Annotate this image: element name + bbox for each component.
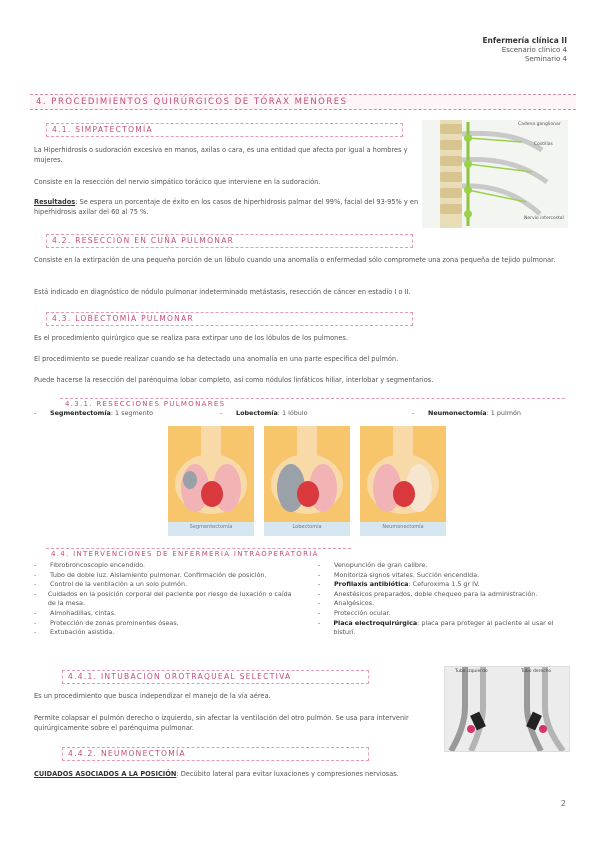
endotracheal-tube-figure xyxy=(444,666,570,752)
intervention-left-text-5: Almohadillas, cintas. xyxy=(50,608,117,617)
position-care-label: CUIDADOS ASOCIADOS A LA POSICIÓN xyxy=(34,770,177,778)
section-title-reseccion-cuna: 4.2. RESECCIÓN EN CUÑA PULMONAR xyxy=(46,234,413,248)
simpatectomia-p1: La Hiperhidrosis o sudoración excesiva en manos, axilas o cara, es una entidad que afecta por igual a hombres y mujeres. xyxy=(34,146,408,164)
resections-figure xyxy=(168,426,446,536)
intervention-left-7: - Extubación asistida. xyxy=(34,628,115,637)
neumonectomia-p1 xyxy=(34,770,569,780)
resection-item-3: - Neumonectomía: 1 pulmón xyxy=(412,409,521,417)
intervention-right-text-6: Protección ocular. xyxy=(334,608,391,617)
intervention-right-text-4: Anestésicos preparados, doble chequeo para la administración. xyxy=(334,589,538,598)
header-seminar: Seminario 4 xyxy=(524,55,567,63)
intervention-left-5: - Almohadillas, cintas. xyxy=(34,608,117,617)
intervention-right-7: - Placa electroquirúrgica: placa para proteger al paciente al usar el bisturí. xyxy=(318,619,568,638)
resection-desc-2: : 1 lóbulo xyxy=(277,409,308,417)
intervention-right-5: - Analgésicos. xyxy=(318,599,374,608)
section-title-simpatectomia: 4.1. SIMPATECTOMÍA xyxy=(46,123,403,137)
position-care-text: : Decúbito lateral para evitar luxaciones y compresiones nerviosas. xyxy=(176,770,399,778)
results-label: Resultados xyxy=(34,198,76,206)
intervention-left-2: - Tubo de doble luz. Aislamiento pulmonar. Confirmación de posición. xyxy=(34,570,267,579)
intervention-right-text-2: Monitoriza signos vitales. Succión encendida. xyxy=(334,570,480,579)
fig-label-ganglion: Cadena ganglionar xyxy=(518,122,561,127)
fig-label-right-tube: Tubo derecho xyxy=(521,669,552,674)
intervention-right-2: - Monitoriza signos vitales. Succión encendida. xyxy=(318,570,480,579)
intervention-right-text-1: Venopunción de gran calibre. xyxy=(334,561,428,569)
interventions-right-list xyxy=(318,561,568,638)
fig-label-left-tube: Tubo izquierdo xyxy=(455,669,488,674)
reseccion-p1: Consiste en la extirpación de una pequeña porción de un lóbulo cuando una anomalía o enfermedad sólo compromete una zona pequeña de tejido pulmonar. xyxy=(34,256,556,264)
interventions-left-list xyxy=(34,561,292,638)
intervention-right-1: - Venopunción de gran calibre. xyxy=(318,561,428,569)
section-title-neumonectomia: 4.4.2. NEUMONECTOMÍA xyxy=(62,747,369,761)
intubacion-p2: Permite colapsar el pulmón derecho o izquierdo, sin afectar la ventilación del otro pulmón. Se usa para intervenir quirúrgicamente sobre el parénquima pulmonar. xyxy=(34,714,409,732)
spine-illustration xyxy=(422,120,568,228)
header-scenario: Escenario clínico 4 xyxy=(501,46,567,54)
section-title-resecciones: 4.3.1. RESECCIONES PULMONARES xyxy=(60,398,565,410)
intervention-left-text-7: Extubación asistida. xyxy=(50,628,115,637)
resection-name-1: Segmentectomía xyxy=(50,409,111,417)
main-title: 4. PROCEDIMIENTOS QUIRÚRGICOS DE TÓRAX MENORES xyxy=(30,94,576,110)
resection-desc-3: : 1 pulmón xyxy=(486,409,521,417)
resection-item-1: - Segmentectomía: 1 segmento xyxy=(34,409,154,417)
intervention-left-text-3: Control de la ventilación a un solo pulmón. xyxy=(50,580,188,589)
intervention-right-text-7: Placa electroquirúrgica: placa para proteger al paciente al usar el bisturí. xyxy=(333,618,554,637)
simpatectomia-p2: Consiste en la resección del nervio simpático torácico que interviene en la sudoración. xyxy=(34,178,321,186)
intervention-left-text-2: Tubo de doble luz. Aislamiento pulmonar. Confirmación de posición. xyxy=(50,570,267,579)
resection-item-2: - Lobectomía: 1 lóbulo xyxy=(220,409,308,417)
intervention-left-text-6: Protección de zonas prominentes óseas. xyxy=(50,618,179,627)
intervention-right-text-3: Profilaxis antibiótica: Cefuroxima 1.5 gr IV. xyxy=(334,580,480,589)
fig-label-ribs: Costillas xyxy=(534,142,553,147)
resection-desc-1: : 1 segmento xyxy=(110,409,154,417)
intubacion-p1: Es un procedimiento que busca independizar el manejo de la vía aérea. xyxy=(34,692,271,700)
intervention-right-text-5: Analgésicos. xyxy=(334,599,374,608)
resection-name-3: Neumonectomía xyxy=(428,409,487,417)
section-title-lobectomia: 4.3. LOBECTOMÍA PULMONAR xyxy=(46,312,413,326)
results-text: : Se espera un porcentaje de éxito en los casos de hiperhidrosis palmar del 99%, facial del 93-95% y en hiperhidrosis axilar del 60 al 75 %. xyxy=(34,198,419,216)
resection-name-2: Lobectomía xyxy=(236,409,278,417)
tube-illustration xyxy=(445,667,569,751)
reseccion-p2: Está indicado en diagnóstico de nódulo pulmonar indeterminado metástasis, resección de cáncer en estadío I o II. xyxy=(34,288,411,296)
lobectomia-p2: El procedimiento se puede realizar cuando se ha detectado una anomalía en una parte específica del pulmón. xyxy=(34,355,399,363)
caption-segmentectomia: Segmentectomía xyxy=(189,524,233,530)
header-course: Enfermería clínica II xyxy=(482,36,567,45)
intervention-right-6: - Protección ocular. xyxy=(318,608,391,617)
resections-illustration xyxy=(168,426,446,536)
lobectomia-p1: Es el procedimiento quirúrgico que se realiza para extirpar uno de los lóbulos de los pulmones. xyxy=(34,334,348,342)
fig-label-nerve: Nervio intercostal xyxy=(524,216,564,221)
intervention-right-3: - Profilaxis antibiótica: Cefuroxima 1.5 gr IV. xyxy=(318,580,480,589)
caption-lobectomia: Lobectomía xyxy=(292,524,322,530)
page-number: 2 xyxy=(560,799,566,808)
intervention-left-text-1: Fibrobroncoscopio encendido. xyxy=(50,561,146,569)
intervention-left-4: - Cuidados en la posición corporal del paciente por riesgo de luxación o caída de la mesa. xyxy=(34,589,292,608)
caption-neumonectomia: Neumonectomía xyxy=(382,524,424,530)
section-title-intubacion: 4.4.1. INTUBACIÓN OROTRAQUEAL SELECTIVA xyxy=(62,670,369,684)
intervention-right-4: - Anestésicos preparados, doble chequeo para la administración. xyxy=(318,589,538,598)
intervention-left-text-4: Cuidados en la posición corporal del paciente por riesgo de luxación o caída de la mesa. xyxy=(47,589,292,608)
lobectomia-p3: Puede hacerse la resección del parénquima lobar completo, así como nódulos linfáticos hiliar, interlobar y segmentarios. xyxy=(34,376,434,384)
intervention-left-6: - Protección de zonas prominentes óseas. xyxy=(34,618,179,627)
simpatectomia-p3 xyxy=(34,198,424,217)
sympathetic-chain-figure xyxy=(422,120,568,228)
intervention-left-3: - Control de la ventilación a un solo pulmón. xyxy=(34,580,188,589)
section-title-intervenciones: 4.4. INTERVENCIONES DE ENFERMERÍA INTRAOPERATORIA xyxy=(46,548,351,560)
intervention-left-1: - Fibrobroncoscopio encendido. xyxy=(34,561,146,569)
document-header xyxy=(482,36,567,64)
